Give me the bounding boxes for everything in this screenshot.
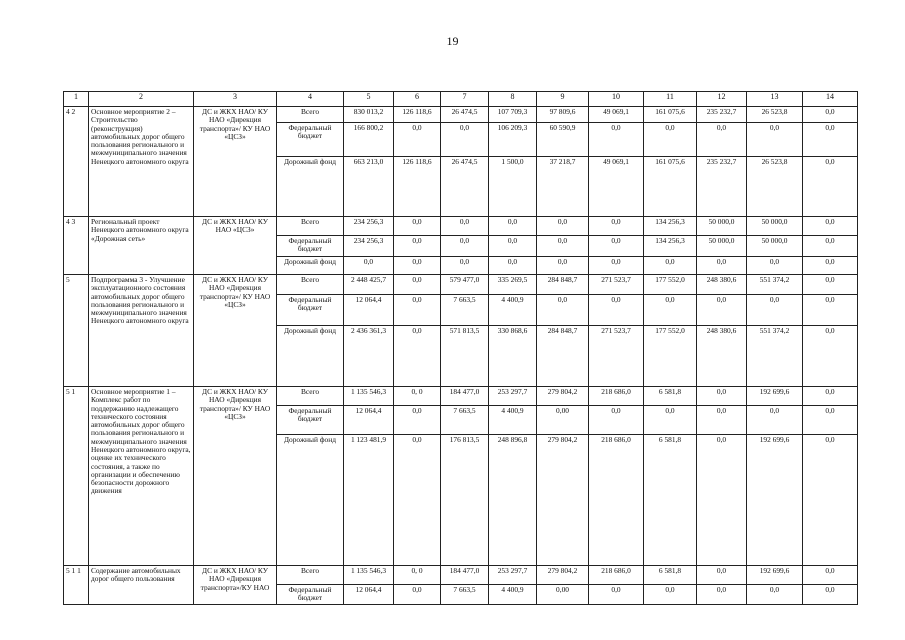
header-cell: 12 <box>697 92 747 107</box>
amount-cell: 0,0 <box>589 236 644 257</box>
amount-cell: 1 135 546,3 <box>344 566 394 585</box>
amount-cell: 0,0 <box>537 217 589 236</box>
amount-cell: 0,0 <box>644 295 697 326</box>
funding-source: Федеральный бюджет <box>277 123 344 157</box>
amount-cell: 6 581,8 <box>644 566 697 585</box>
amount-cell: 0,0 <box>747 295 803 326</box>
header-cell: 3 <box>194 92 277 107</box>
funding-source: Дорожный фонд <box>277 435 344 566</box>
header-cell: 10 <box>589 92 644 107</box>
amount-cell: 2 448 425,7 <box>344 275 394 295</box>
funding-source: Федеральный бюджет <box>277 585 344 605</box>
amount-cell: 0,0 <box>697 387 747 406</box>
amount-cell: 0,0 <box>589 585 644 605</box>
amount-cell: 0,0 <box>697 123 747 157</box>
amount-cell: 4 400,9 <box>489 585 537 605</box>
amount-cell: 248 896,8 <box>489 435 537 566</box>
amount-cell: 218 686,0 <box>589 566 644 585</box>
amount-cell: 184 477,0 <box>441 387 489 406</box>
amount-cell: 0,0 <box>697 406 747 435</box>
funding-source: Всего <box>277 387 344 406</box>
amount-cell: 50 000,0 <box>697 217 747 236</box>
amount-cell: 0,0 <box>537 257 589 275</box>
amount-cell: 161 075,6 <box>644 107 697 123</box>
header-cell: 5 <box>344 92 394 107</box>
amount-cell: 177 552,0 <box>644 275 697 295</box>
amount-cell: 235 232,7 <box>697 157 747 217</box>
header-cell: 9 <box>537 92 589 107</box>
amount-cell: 126 118,6 <box>394 157 441 217</box>
funding-source: Федеральный бюджет <box>277 406 344 435</box>
row-executor: ДС и ЖКХ НАО/ КУ НАО «Дирекция транспорта»/КУ НАО <box>194 566 277 605</box>
funding-source: Дорожный фонд <box>277 326 344 387</box>
amount-cell: 49 069,1 <box>589 157 644 217</box>
amount-cell: 26 523,8 <box>747 107 803 123</box>
header-cell: 8 <box>489 92 537 107</box>
amount-cell: 0,0 <box>803 406 858 435</box>
amount-cell: 0,0 <box>747 406 803 435</box>
amount-cell: 0, 0 <box>394 387 441 406</box>
amount-cell: 234 256,3 <box>344 217 394 236</box>
amount-cell: 0,0 <box>803 217 858 236</box>
header-cell: 14 <box>803 92 858 107</box>
amount-cell: 0,0 <box>644 406 697 435</box>
amount-cell: 0,0 <box>803 107 858 123</box>
table-row <box>64 107 858 123</box>
amount-cell: 279 804,2 <box>537 566 589 585</box>
funding-source: Всего <box>277 217 344 236</box>
header-cell: 4 <box>277 92 344 107</box>
amount-cell: 0,0 <box>644 257 697 275</box>
amount-cell: 0,0 <box>537 295 589 326</box>
amount-cell: 50 000,0 <box>747 217 803 236</box>
amount-cell: 0,0 <box>489 217 537 236</box>
amount-cell: 134 256,3 <box>644 217 697 236</box>
amount-cell: 551 374,2 <box>747 326 803 387</box>
row-executor: ДС и ЖКХ НАО/ КУ НАО «Дирекция транспорта»/ КУ НАО «ЦСЗ» <box>194 275 277 387</box>
amount-cell: 0,0 <box>441 236 489 257</box>
amount-cell: 0,0 <box>644 585 697 605</box>
amount-cell: 551 374,2 <box>747 275 803 295</box>
amount-cell: 279 804,2 <box>537 435 589 566</box>
amount-cell: 37 218,7 <box>537 157 589 217</box>
amount-cell: 192 699,6 <box>747 435 803 566</box>
amount-cell: 0,0 <box>394 275 441 295</box>
funding-source: Дорожный фонд <box>277 157 344 217</box>
amount-cell: 60 590,9 <box>537 123 589 157</box>
funding-source: Всего <box>277 566 344 585</box>
amount-cell: 0,0 <box>697 435 747 566</box>
header-cell: 7 <box>441 92 489 107</box>
amount-cell: 0,0 <box>803 387 858 406</box>
amount-cell: 126 118,6 <box>394 107 441 123</box>
amount-cell: 579 477,0 <box>441 275 489 295</box>
header-cell: 13 <box>747 92 803 107</box>
row-executor: ДС и ЖКХ НАО/ КУ НАО «Дирекция транспорта»/ КУ НАО «ЦСЗ» <box>194 387 277 566</box>
amount-cell: 2 436 361,3 <box>344 326 394 387</box>
amount-cell: 7 663,5 <box>441 406 489 435</box>
amount-cell: 248 380,6 <box>697 275 747 295</box>
amount-cell: 97 809,6 <box>537 107 589 123</box>
amount-cell: 0, 0 <box>394 566 441 585</box>
amount-cell: 0,0 <box>537 236 589 257</box>
amount-cell: 0,0 <box>747 257 803 275</box>
amount-cell: 0,0 <box>441 217 489 236</box>
amount-cell: 235 232,7 <box>697 107 747 123</box>
amount-cell: 330 868,6 <box>489 326 537 387</box>
amount-cell: 26 474,5 <box>441 157 489 217</box>
amount-cell: 0,0 <box>394 295 441 326</box>
amount-cell: 0,00 <box>537 406 589 435</box>
table-row <box>64 566 858 585</box>
amount-cell: 0,0 <box>803 585 858 605</box>
amount-cell: 0,0 <box>344 257 394 275</box>
amount-cell: 0,0 <box>803 123 858 157</box>
amount-cell: 0,0 <box>803 257 858 275</box>
amount-cell: 0,0 <box>589 406 644 435</box>
amount-cell: 0,0 <box>803 566 858 585</box>
row-code: 4 2 <box>64 107 89 217</box>
amount-cell: 6 581,8 <box>644 387 697 406</box>
amount-cell: 1 135 546,3 <box>344 387 394 406</box>
amount-cell: 830 013,2 <box>344 107 394 123</box>
row-name: Подпрограмма 3 - Улучшение эксплуатационного состояния автомобильных дорог общего пользования регионального и межмуниципального значения Ненецкого автономного округа <box>89 275 194 387</box>
amount-cell: 234 256,3 <box>344 236 394 257</box>
amount-cell: 0,0 <box>441 123 489 157</box>
table-row <box>64 275 858 295</box>
amount-cell: 7 663,5 <box>441 295 489 326</box>
amount-cell: 0,0 <box>697 295 747 326</box>
amount-cell: 192 699,6 <box>747 387 803 406</box>
amount-cell: 0,0 <box>589 123 644 157</box>
amount-cell: 0,0 <box>803 295 858 326</box>
row-name: Содержание автомобильных дорог общего пользования <box>89 566 194 605</box>
funding-source: Всего <box>277 107 344 123</box>
amount-cell: 177 552,0 <box>644 326 697 387</box>
amount-cell: 176 813,5 <box>441 435 489 566</box>
table-body <box>64 92 858 605</box>
row-name: Основное мероприятие 2 – Строительство (реконструкция) автомобильных дорог общего пользования регионального и межмуниципального значения Ненецкого автономного округа <box>89 107 194 217</box>
amount-cell: 0,0 <box>803 435 858 566</box>
amount-cell: 7 663,5 <box>441 585 489 605</box>
amount-cell: 0,0 <box>589 257 644 275</box>
amount-cell: 184 477,0 <box>441 566 489 585</box>
amount-cell: 0,0 <box>697 566 747 585</box>
header-cell: 1 <box>64 92 89 107</box>
amount-cell: 26 474,5 <box>441 107 489 123</box>
row-code: 4 3 <box>64 217 89 275</box>
amount-cell: 271 523,7 <box>589 275 644 295</box>
amount-cell: 1 123 481,9 <box>344 435 394 566</box>
amount-cell: 248 380,6 <box>697 326 747 387</box>
table-row <box>64 217 858 236</box>
amount-cell: 50 000,0 <box>697 236 747 257</box>
amount-cell: 0,0 <box>644 123 697 157</box>
amount-cell: 0,0 <box>747 585 803 605</box>
amount-cell: 49 069,1 <box>589 107 644 123</box>
amount-cell: 161 075,6 <box>644 157 697 217</box>
amount-cell: 0,0 <box>803 157 858 217</box>
amount-cell: 0,0 <box>803 236 858 257</box>
amount-cell: 4 400,9 <box>489 295 537 326</box>
amount-cell: 26 523,8 <box>747 157 803 217</box>
amount-cell: 284 848,7 <box>537 326 589 387</box>
row-name: Региональный проект Ненецкого автономного округа «Дорожная сеть» <box>89 217 194 275</box>
amount-cell: 6 581,8 <box>644 435 697 566</box>
amount-cell: 0,0 <box>489 236 537 257</box>
row-executor: ДС и ЖКХ НАО/ КУ НАО «ЦСЗ» <box>194 217 277 275</box>
amount-cell: 1 500,0 <box>489 157 537 217</box>
amount-cell: 4 400,9 <box>489 406 537 435</box>
amount-cell: 271 523,7 <box>589 326 644 387</box>
amount-cell: 0,0 <box>394 123 441 157</box>
amount-cell: 0,0 <box>394 585 441 605</box>
amount-cell: 0,0 <box>394 257 441 275</box>
funding-source: Всего <box>277 275 344 295</box>
amount-cell: 0,00 <box>537 585 589 605</box>
row-code: 5 1 1 <box>64 566 89 605</box>
amount-cell: 0,0 <box>803 275 858 295</box>
amount-cell: 279 804,2 <box>537 387 589 406</box>
row-executor: ДС и ЖКХ НАО/ КУ НАО «Дирекция транспорта»/ КУ НАО «ЦСЗ» <box>194 107 277 217</box>
row-code: 5 <box>64 275 89 387</box>
amount-cell: 166 800,2 <box>344 123 394 157</box>
amount-cell: 0,0 <box>394 236 441 257</box>
row-name: Основное мероприятие 1 – Комплекс работ по поддержанию надлежащего технического состояния автомобильных дорог общего пользования регионального и межмуниципального значения Ненецкого автономного округа, оценке их технического состояния, а также по организации и обеспечению безопасности дорожного движения <box>89 387 194 566</box>
header-cell: 11 <box>644 92 697 107</box>
amount-cell: 0,0 <box>489 257 537 275</box>
budget-table <box>63 91 858 605</box>
amount-cell: 284 848,7 <box>537 275 589 295</box>
funding-source: Дорожный фонд <box>277 257 344 275</box>
header-cell: 6 <box>394 92 441 107</box>
amount-cell: 0,0 <box>394 435 441 566</box>
amount-cell: 0,0 <box>394 217 441 236</box>
amount-cell: 0,0 <box>589 217 644 236</box>
table-row <box>64 387 858 406</box>
amount-cell: 571 813,5 <box>441 326 489 387</box>
amount-cell: 12 064,4 <box>344 406 394 435</box>
funding-source: Федеральный бюджет <box>277 236 344 257</box>
amount-cell: 0,0 <box>589 295 644 326</box>
amount-cell: 0,0 <box>697 257 747 275</box>
amount-cell: 0,0 <box>441 257 489 275</box>
amount-cell: 0,0 <box>803 326 858 387</box>
amount-cell: 0,0 <box>394 326 441 387</box>
header-cell: 2 <box>89 92 194 107</box>
amount-cell: 253 297,7 <box>489 387 537 406</box>
funding-source: Федеральный бюджет <box>277 295 344 326</box>
amount-cell: 12 064,4 <box>344 295 394 326</box>
header-row <box>64 92 858 107</box>
amount-cell: 335 269,5 <box>489 275 537 295</box>
amount-cell: 0,0 <box>747 123 803 157</box>
amount-cell: 0,0 <box>394 406 441 435</box>
amount-cell: 192 699,6 <box>747 566 803 585</box>
amount-cell: 12 064,4 <box>344 585 394 605</box>
amount-cell: 106 209,3 <box>489 123 537 157</box>
amount-cell: 0,0 <box>697 585 747 605</box>
amount-cell: 253 297,7 <box>489 566 537 585</box>
amount-cell: 663 213,0 <box>344 157 394 217</box>
amount-cell: 134 256,3 <box>644 236 697 257</box>
row-code: 5 1 <box>64 387 89 566</box>
amount-cell: 218 686,0 <box>589 435 644 566</box>
amount-cell: 50 000,0 <box>747 236 803 257</box>
page-number: 19 <box>446 34 459 48</box>
amount-cell: 218 686,0 <box>589 387 644 406</box>
amount-cell: 107 709,3 <box>489 107 537 123</box>
